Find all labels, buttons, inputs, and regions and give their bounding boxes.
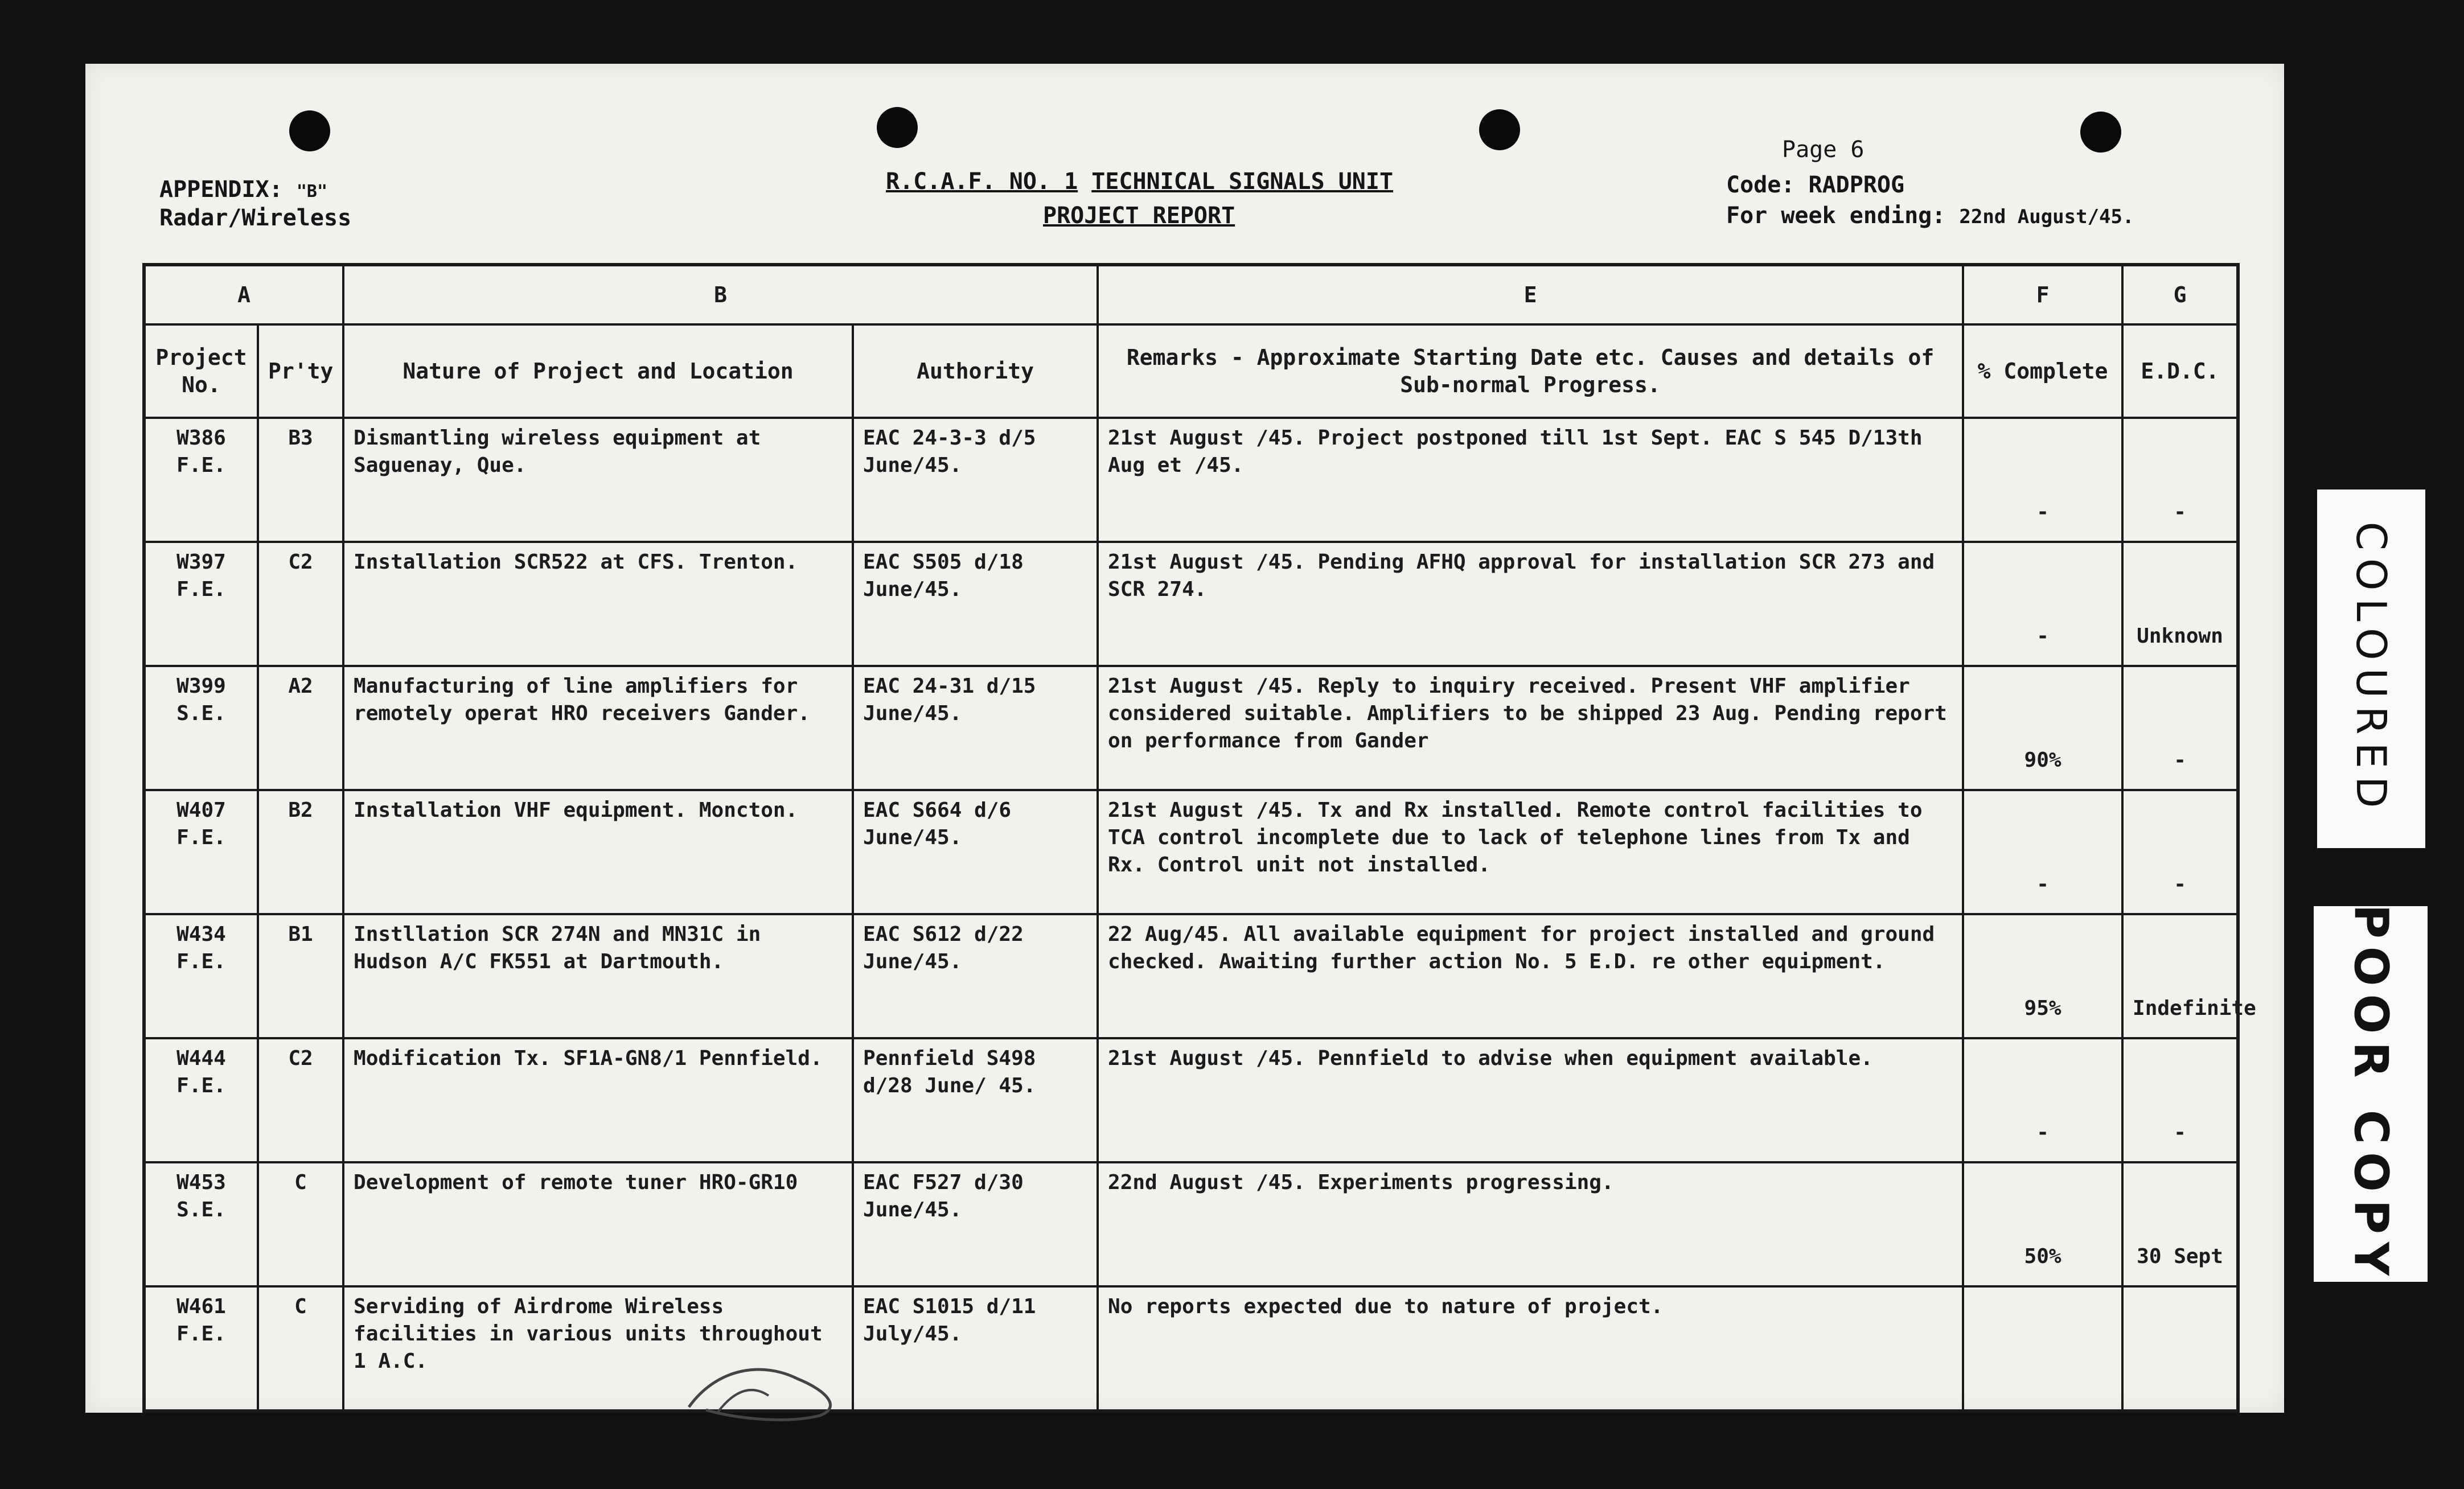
nature-of-project: Dismantling wireless equipment at Saguenay, Que.	[343, 418, 853, 542]
project-report-table	[142, 263, 2256, 1413]
project-no: W407 F.E.	[144, 790, 258, 914]
remarks: 21st August /45. Project postponed till 1st Sept. EAC S 545 D/13th Aug et /45.	[1098, 418, 1963, 542]
percent-complete: 90%	[1963, 666, 2122, 790]
project-no: W444 F.E.	[144, 1038, 258, 1162]
week-ending-value: 22nd August/45.	[1959, 205, 2134, 228]
edc	[2122, 1286, 2238, 1411]
header-complete: % Complete	[1963, 324, 2122, 418]
table-row	[144, 1286, 2238, 1411]
percent-complete: 50%	[1963, 1162, 2122, 1286]
authority: EAC 24-31 d/15 June/45.	[853, 666, 1098, 790]
authority: Pennfield S498 d/28 June/ 45.	[853, 1038, 1098, 1162]
authority: EAC F527 d/30 June/45.	[853, 1162, 1098, 1286]
group-letter-g: G	[2122, 265, 2238, 324]
percent-complete: -	[1963, 418, 2122, 542]
percent-complete: 95%	[1963, 914, 2122, 1038]
document-page	[85, 64, 2284, 1413]
table-row	[144, 790, 2238, 914]
edc: -	[2122, 418, 2238, 542]
unit-title-prefix: R.C.A.F. NO. 1	[886, 168, 1078, 195]
punch-hole	[1479, 109, 1520, 150]
remarks: 21st August /45. Reply to inquiry received. Present VHF amplifier considered suitable. Amplifiers to be shipped 23 Aug. Pending report on performance from Gander	[1098, 666, 1963, 790]
percent-complete: -	[1963, 790, 2122, 914]
page-number: Page 6	[1782, 137, 1865, 163]
remarks: 22nd August /45. Experiments progressing.	[1098, 1162, 1963, 1286]
header-edc: E.D.C.	[2122, 324, 2238, 418]
remarks: 21st August /45. Pennfield to advise when equipment available.	[1098, 1038, 1963, 1162]
priority: C2	[258, 542, 343, 666]
coloured-label	[2317, 490, 2425, 848]
priority: C	[258, 1286, 343, 1411]
table-row	[144, 418, 2238, 542]
edc: -	[2122, 790, 2238, 914]
priority: C	[258, 1162, 343, 1286]
edc: Indefinite	[2122, 914, 2238, 1038]
percent-complete: -	[1963, 1038, 2122, 1162]
poor-copy-label-text: POOR COPY	[2343, 904, 2398, 1284]
remarks: 21st August /45. Pending AFHQ approval for installation SCR 273 and SCR 274.	[1098, 542, 1963, 666]
week-ending	[1726, 200, 2134, 232]
nature-of-project: Development of remote tuner HRO-GR10	[343, 1162, 853, 1286]
table-row	[144, 1162, 2238, 1286]
group-letter-b: B	[343, 265, 1098, 324]
unit-title	[886, 166, 1393, 197]
priority: A2	[258, 666, 343, 790]
authority: EAC S505 d/18 June/45.	[853, 542, 1098, 666]
header-nature: Nature of Project and Location	[343, 324, 853, 418]
table-row	[144, 914, 2238, 1038]
priority: B1	[258, 914, 343, 1038]
remarks: 21st August /45. Tx and Rx installed. Remote control facilities to TCA control incomplete due to lack of telephone lines from Tx and Rx. Control unit not installed.	[1098, 790, 1963, 914]
authority: EAC 24-3-3 d/5 June/45.	[853, 418, 1098, 542]
week-ending-label: For week ending:	[1726, 203, 1946, 229]
group-letter-e: E	[1098, 265, 1963, 324]
unit-title-main: TECHNICAL SIGNALS UNIT	[1091, 168, 1394, 195]
project-no: W453 S.E.	[144, 1162, 258, 1286]
nature-of-project: Manufacturing of line amplifiers for remotely operat HRO receivers Gander.	[343, 666, 853, 790]
poor-copy-label	[2314, 906, 2428, 1282]
punch-hole	[2080, 112, 2121, 153]
nature-of-project: Installation VHF equipment. Moncton.	[343, 790, 853, 914]
project-no: W397 F.E.	[144, 542, 258, 666]
nature-of-project: Serviding of Airdrome Wireless facilities in various units throughout 1 A.C.	[343, 1286, 853, 1411]
nature-of-project: Modification Tx. SF1A-GN8/1 Pennfield.	[343, 1038, 853, 1162]
table-row	[144, 666, 2238, 790]
group-letter-a: A	[144, 265, 343, 324]
report-code: Code: RADPROG	[1726, 172, 1905, 198]
authority: EAC S1015 d/11 July/45.	[853, 1286, 1098, 1411]
column-group-letters	[144, 265, 2238, 324]
report-title: PROJECT REPORT	[1043, 203, 1235, 229]
edc: Unknown	[2122, 542, 2238, 666]
edc: 30 Sept	[2122, 1162, 2238, 1286]
appendix-value: "B"	[296, 182, 328, 201]
project-no: W386 F.E.	[144, 418, 258, 542]
project-no: W461 F.E.	[144, 1286, 258, 1411]
authority: EAC S612 d/22 June/45.	[853, 914, 1098, 1038]
section-label: Radar/Wireless	[159, 205, 352, 231]
edc: -	[2122, 1038, 2238, 1162]
column-headers	[144, 324, 2238, 418]
priority: B3	[258, 418, 343, 542]
percent-complete: -	[1963, 542, 2122, 666]
remarks: No reports expected due to nature of project.	[1098, 1286, 1963, 1411]
project-no: W434 F.E.	[144, 914, 258, 1038]
header-remarks: Remarks - Approximate Starting Date etc. Causes and details of Sub-normal Progress.	[1098, 324, 1963, 418]
group-letter-f: F	[1963, 265, 2122, 324]
table-row	[144, 1038, 2238, 1162]
priority: B2	[258, 790, 343, 914]
nature-of-project: Instllation SCR 274N and MN31C in Hudson A/C FK551 at Dartmouth.	[343, 914, 853, 1038]
punch-hole	[877, 107, 918, 148]
appendix-label-text: APPENDIX:	[159, 176, 283, 203]
authority: EAC S664 d/6 June/45.	[853, 790, 1098, 914]
pencil-scribble-mark	[683, 1356, 854, 1424]
punch-hole	[289, 110, 330, 151]
edc: -	[2122, 666, 2238, 790]
priority: C2	[258, 1038, 343, 1162]
header-priority: Pr'ty	[258, 324, 343, 418]
header-authority: Authority	[853, 324, 1098, 418]
nature-of-project: Installation SCR522 at CFS. Trenton.	[343, 542, 853, 666]
remarks: 22 Aug/45. All available equipment for project installed and ground checked. Awaiting further action No. 5 E.D. re other equipment.	[1098, 914, 1963, 1038]
percent-complete	[1963, 1286, 2122, 1411]
table-row	[144, 542, 2238, 666]
project-no: W399 S.E.	[144, 666, 258, 790]
header-project-no: Project No.	[144, 324, 258, 418]
coloured-label-text: COLOURED	[2347, 521, 2395, 816]
